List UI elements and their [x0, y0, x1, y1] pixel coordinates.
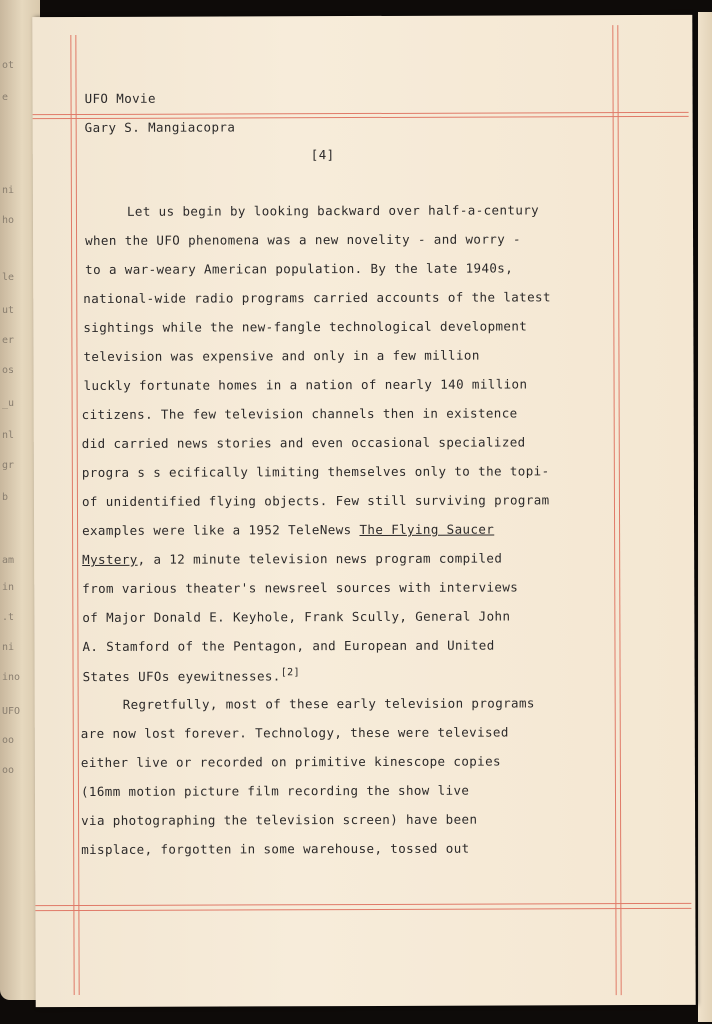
footer-rule-bottom — [35, 908, 691, 911]
line-text: States UFOs eyewitnesses. — [82, 668, 281, 685]
body-line: luckly fortunate homes in a nation of nearly 140 million — [83, 376, 528, 393]
body-line — [82, 522, 494, 538]
body-line: television was expensive and only in a few million — [83, 347, 480, 364]
author-name: Gary S. Mangiacopra — [84, 119, 236, 135]
body-line: Regretfully, most of these early television programs — [122, 695, 535, 712]
body-line: sightings while the new-fangle technological development — [83, 318, 528, 335]
binder-edge — [698, 12, 712, 1022]
program-title-underlined-continued: Mystery — [82, 551, 138, 567]
body-line: to a war-weary American population. By the late 1940s, — [85, 260, 514, 277]
footer-rule-top — [35, 903, 691, 906]
body-line: when the UFO phenomena was a new novelity - and worry - — [85, 231, 521, 248]
document-title: UFO Movie — [84, 90, 156, 106]
body-line — [83, 667, 300, 684]
body-line: of Major Donald E. Keyhole, Frank Scully, General John — [82, 608, 511, 625]
previous-page-edge: ot e ni ho le ut er os _u nl gr b am in .t ni ino UFO oo oo — [0, 0, 40, 1000]
margin-rule-right-outer — [617, 25, 621, 995]
body-line: misplace, forgotten in some warehouse, tossed out — [81, 840, 470, 857]
page-number: [4] — [310, 147, 335, 163]
header-rule-top — [33, 112, 689, 115]
body-line: are now lost forever. Technology, these were televised — [80, 724, 509, 741]
header-rule-bottom — [33, 116, 689, 119]
body-line: did carried news stories and even occasional specialized — [81, 434, 526, 451]
body-line: (16mm motion picture film recording the show live — [80, 782, 470, 799]
document-page — [32, 15, 695, 1007]
line-prefix: examples were like a 1952 TeleNews — [82, 522, 360, 538]
body-line: from various theater's newsreel sources with interviews — [82, 579, 519, 596]
body-line: citizens. The few television channels then in existence — [81, 405, 518, 422]
program-title-underlined: The Flying Saucer — [359, 521, 495, 538]
body-line: either live or recorded on primitive kinescope copies — [80, 753, 501, 770]
body-line: of unidentified flying objects. Few still surviving program — [81, 492, 550, 509]
body-line: A. Stamford of the Pentagon, and European and United — [82, 637, 495, 654]
body-line — [82, 551, 502, 567]
footnote-reference: [2] — [280, 667, 301, 679]
margin-rule-right-inner — [612, 25, 616, 995]
body-line: national-wide radio programs carried accounts of the latest — [83, 289, 551, 306]
body-line: via photographing the television screen) have been — [81, 811, 478, 828]
body-line: Let us begin by looking backward over half-a-century — [126, 202, 540, 219]
body-line: progra s s ecifically limiting themselves only to the topi- — [81, 463, 550, 480]
margin-rule-left-inner — [75, 35, 79, 995]
margin-rule-left-outer — [70, 35, 74, 995]
line-suffix: , a 12 minute television news program compiled — [137, 550, 503, 567]
